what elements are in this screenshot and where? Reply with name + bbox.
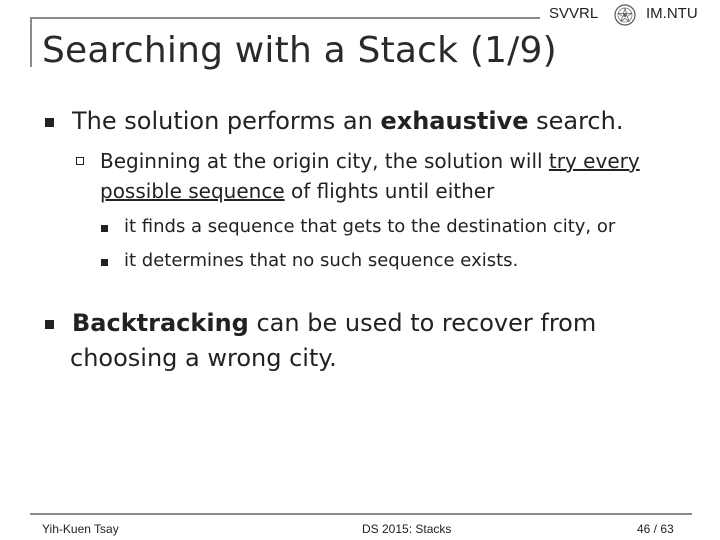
sub-bullet-line-1 [100,149,640,173]
header-right-label: IM.NTU [646,5,698,22]
title-frame-top-rule [30,17,540,19]
bullet-square-icon [45,118,54,127]
bullet-2-line-1 [72,309,596,337]
sub-bullet-post: of flights until either [284,179,495,203]
bullet-1-text [72,107,623,135]
bullet-2-post: can be used to recover from [248,309,597,337]
small-square-bullet-icon [101,259,108,266]
header-left-label: SVVRL [549,5,599,22]
footer-author: Yih-Kuen Tsay [42,522,119,536]
bullet-1-pre: The solution performs an [72,107,381,135]
footer-rule [30,513,692,515]
footer-page-number: 46 / 63 [637,522,674,536]
footer-course: DS 2015: Stacks [362,522,452,536]
title-frame-left-rule [30,17,32,67]
sub-bullet-pre: Beginning at the origin city, the solution will [100,149,549,173]
sub-bullet-underline-1: try every [548,149,640,173]
subsub-bullet-1: it finds a sequence that gets to the destination city, or [124,216,616,237]
hollow-square-bullet-icon [76,157,84,165]
small-square-bullet-icon [101,225,108,232]
subsub-bullet-2: it determines that no such sequence exists. [124,250,519,271]
bullet-2-bold: Backtracking [72,309,249,337]
bullet-square-icon [45,320,54,329]
bullet-1-post: search. [528,107,624,135]
bullet-2-line-2: choosing a wrong city. [70,344,337,372]
sub-bullet-line-2 [100,179,494,203]
slide-title: Searching with a Stack (1/9) [42,30,557,71]
bullet-1-bold: exhaustive [380,107,529,135]
university-seal-icon [614,4,636,26]
sub-bullet-underline-2: possible sequence [100,179,285,203]
